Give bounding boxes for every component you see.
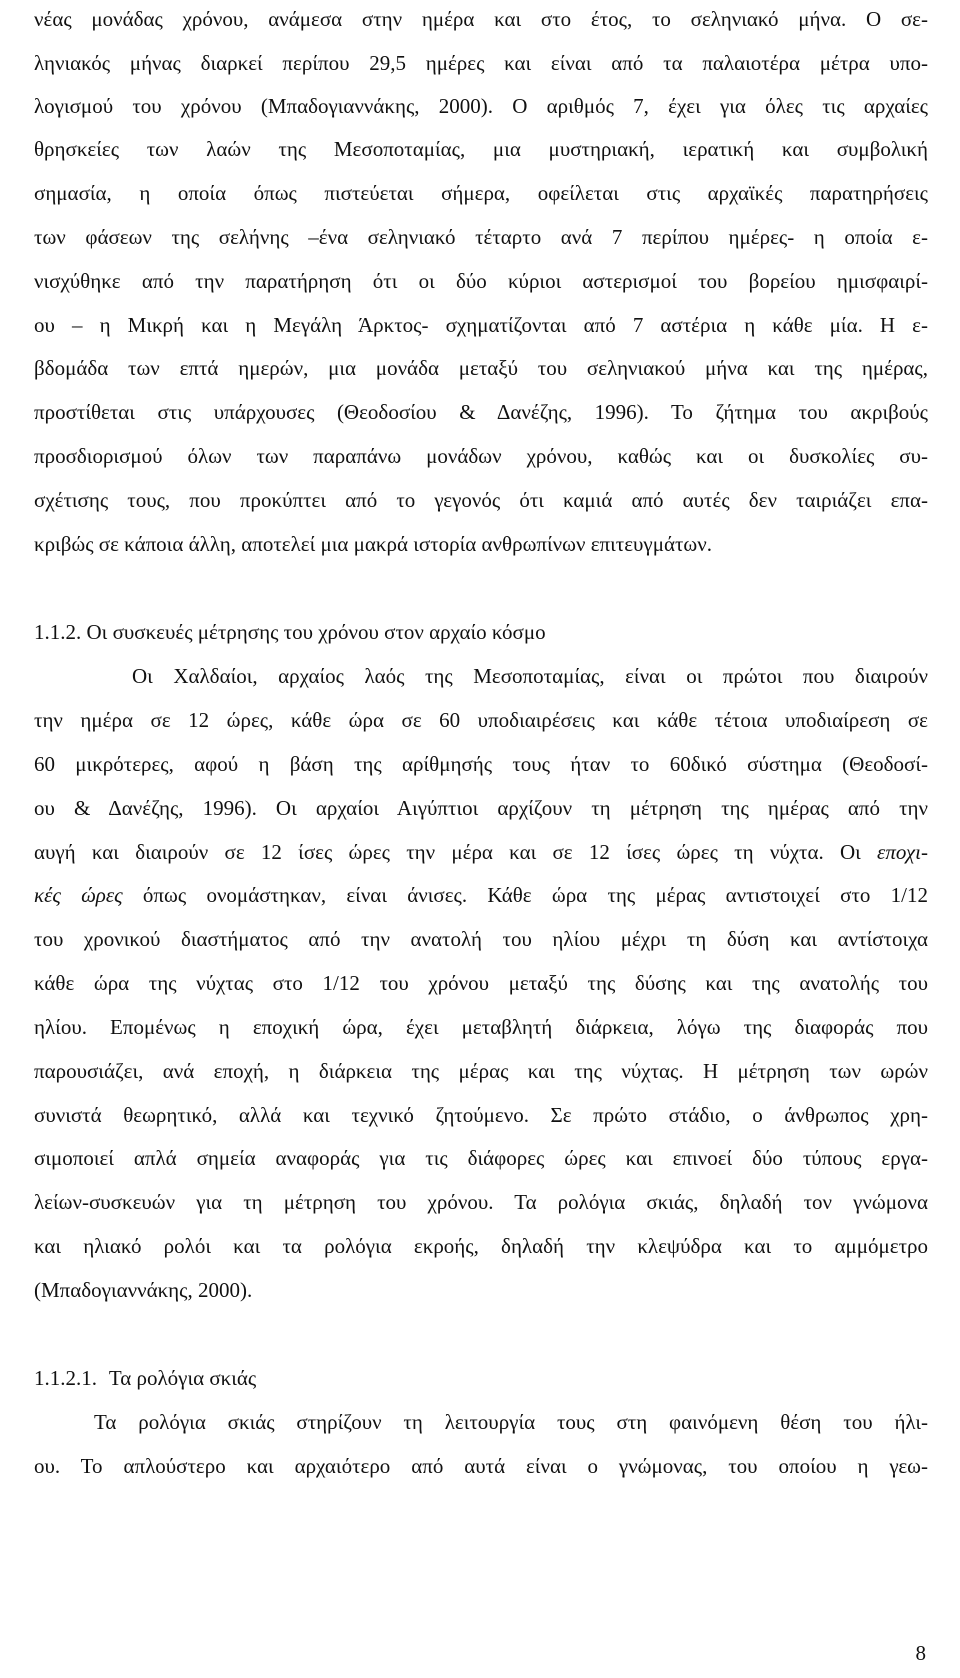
text-line: κάθε ώρα της νύχτας στο 1/12 του χρόνου μεταξύ της δύσης και της ανατολής του <box>34 971 928 995</box>
text-line: συνιστά θεωρητικό, αλλά και τεχνικό ζητούμενο. Σε πρώτο στάδιο, ο άνθρωπος χρη- <box>34 1103 928 1127</box>
text-line: (Μπαδογιαννάκης, 2000). <box>34 1278 253 1302</box>
text-line <box>34 837 928 867</box>
text-line: παρουσιάζει, ανά εποχή, η διάρκεια της μέρας και της νύχτας. Η μέτρηση των ωρών <box>34 1059 928 1083</box>
text-line: ου & Δανέζης, 1996). Οι αρχαίοι Αιγύπτιοι αρχίζουν τη μέτρηση της ημέρας από την <box>34 796 928 820</box>
text-line: σημασία, η οποία όπως πιστεύεται σήμερα, οφείλεται στις αρχαϊκές παρατηρήσεις <box>34 181 928 205</box>
text-line: σιμοποιεί απλά σημεία αναφοράς για τις διάφορες ώρες και επινοεί δύο τύπους εργα- <box>34 1146 928 1170</box>
italic-term: εποχι- <box>877 840 928 864</box>
subsection-heading <box>34 1363 256 1393</box>
text-line: την ημέρα σε 12 ώρες, κάθε ώρα σε 60 υποδιαιρέσεις και κάθε τέτοια υποδιαίρεση σε <box>34 708 928 732</box>
text-line: θρησκείες των λαών της Μεσοποταμίας, μια μυστηριακή, ιερατική και συμβολική <box>34 137 928 161</box>
text-line: ηλίου. Επομένως η εποχική ώρα, έχει μεταβλητή διάρκεια, λόγω της διαφοράς που <box>34 1015 928 1039</box>
text-line: προσδιορισμού όλων των παραπάνω μονάδων χρόνου, καθώς και οι δυσκολίες συ- <box>34 444 928 468</box>
section-number: 1.1.2.1. <box>34 1366 97 1390</box>
text-line: προστίθεται στις υπάρχουσες (Θεοδοσίου & Δανέζης, 1996). Το ζήτημα του ακριβούς <box>34 400 928 424</box>
text-line: Τα ρολόγια σκιάς στηρίζουν τη λειτουργία τους στη φαινόμενη θέση του ήλι- <box>94 1410 928 1434</box>
text-line: σχέτισης τους, που προκύπτει από το γεγονός ότι καμιά από αυτές δεν ταιριάζει επα- <box>34 488 928 512</box>
page-number: 8 <box>915 1641 926 1665</box>
text-line: λείων-συσκευών για τη μέτρηση του χρόνου. Τα ρολόγια σκιάς, δηλαδή τον γνώμονα <box>34 1190 928 1214</box>
text-line: του χρονικού διαστήματος από την ανατολή του ηλίου μέχρι τη δύση και αντίστοιχα <box>34 927 928 951</box>
text-line: 60 μικρότερες, αφού η βάση της αρίθμησής τους ήταν το 60δικό σύστημα (Θεοδοσί- <box>34 752 928 776</box>
text-line: βδομάδα των επτά ημερών, μια μονάδα μεταξύ του σεληνιακού μήνα και της ημέρας, <box>34 356 928 380</box>
text-line <box>34 880 928 910</box>
text-run: όπως ονομάστηκαν, είναι άνισες. Κάθε ώρα της μέρας αντιστοιχεί στο 1/12 <box>122 883 928 907</box>
text-line: κριβώς σε κάποια άλλη, αποτελεί μια μακρά ιστορία ανθρωπίνων επιτευγμάτων. <box>34 532 712 556</box>
section-number: 1.1.2. <box>34 620 82 644</box>
text-line: ληνιακός μήνας διαρκεί περίπου 29,5 ημέρες και είναι από τα παλαιοτέρα μέτρα υπο- <box>34 51 928 75</box>
italic-term: κές ώρες <box>34 883 123 907</box>
text-line: λογισμού του χρόνου (Μπαδογιαννάκης, 2000). Ο αριθμός 7, έχει για όλες τις αρχαίες <box>34 94 928 118</box>
text-line: των φάσεων της σελήνης –ένα σεληνιακό τέταρτο ανά 7 περίπου ημέρες- η οποία ε- <box>34 225 928 249</box>
text-line: νισχύθηκε από την παρατήρηση ότι οι δύο κύριοι αστερισμοί του βορείου ημισφαιρί- <box>34 269 928 293</box>
section-heading <box>34 617 546 647</box>
text-line: Οι Χαλδαίοι, αρχαίος λαός της Μεσοποταμίας, είναι οι πρώτοι που διαιρούν <box>132 664 928 688</box>
text-line: νέας μονάδας χρόνου, ανάμεσα στην ημέρα και στο έτος, το σεληνιακό μήνα. Ο σε- <box>34 7 928 31</box>
text-line: ου – η Μικρή και η Μεγάλη Άρκτος- σχηματίζονται από 7 αστέρια η κάθε μία. Η ε- <box>34 313 928 337</box>
section-title: Τα ρολόγια σκιάς <box>108 1366 257 1390</box>
text-line: ου. Το απλούστερο και αρχαιότερο από αυτά είναι ο γνώμονας, του οποίου η γεω- <box>34 1454 928 1478</box>
section-title: Οι συσκευές μέτρησης του χρόνου στον αρχαίο κόσμο <box>86 620 546 644</box>
text-run: αυγή και διαιρούν σε 12 ίσες ώρες την μέρα και σε 12 ίσες ώρες τη νύχτα. Οι <box>34 840 878 864</box>
text-line: και ηλιακό ρολόι και τα ρολόγια εκροής, δηλαδή την κλεψύδρα και το αμμόμετρο <box>34 1234 928 1258</box>
